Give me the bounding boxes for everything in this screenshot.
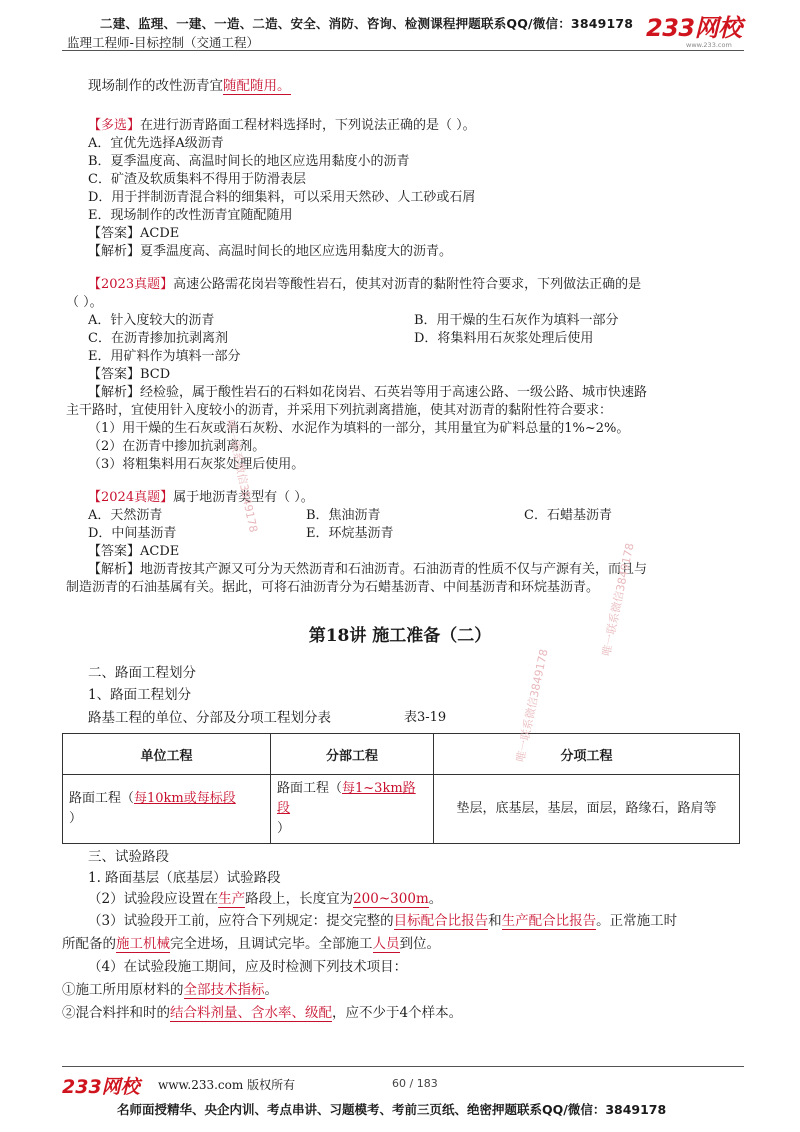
- header-logo: [646, 14, 744, 49]
- q3-option-b: B．焦油沥青: [306, 508, 381, 523]
- intro-line: [88, 77, 291, 95]
- p3l2-a: 所配备的: [62, 936, 116, 952]
- q2-analysis-5: （3）将粗集料用石灰浆处理后使用。: [88, 457, 305, 472]
- p3-e: 。正常施工时: [596, 913, 678, 929]
- p2-d: 200~300m: [353, 891, 429, 907]
- q1-tag: 【多选】: [88, 118, 141, 133]
- watermark-1: 唯一联系微信3849178: [223, 418, 260, 534]
- p3-d: 生产配合比报告: [501, 913, 597, 929]
- q1-option-c: C．矿渣及软质集料不得用于防滑表层: [88, 172, 306, 187]
- q3-answer: 【答案】ACDE: [88, 544, 180, 559]
- q3-option-e: E．环烷基沥青: [306, 526, 394, 541]
- q1-option-a: A．宜优先选择A级沥青: [88, 136, 224, 151]
- q2-option-b: B．用干燥的生石灰作为填料一部分: [414, 313, 619, 328]
- i1-c: 。: [264, 982, 278, 998]
- unit-highlight: 每10km或每标段: [134, 791, 236, 806]
- q2-option-d: D．将集料用石灰浆处理后使用: [414, 331, 594, 346]
- header-logo-url: www.233.com: [686, 41, 732, 49]
- q2-stem-line: [88, 276, 641, 294]
- sub-suffix: ）: [277, 821, 291, 836]
- table-cell-sub: [271, 775, 434, 844]
- q2-analysis-1: 【解析】经检验，属于酸性岩石的石料如花岗岩、石英岩等用于高速公路、一级公路、城市快速路: [88, 385, 648, 400]
- i2-c: ，应不少于4个样本。: [332, 1005, 463, 1021]
- footer-logo: 233网校: [62, 1076, 140, 1098]
- q3-tag: 【2024真题】: [88, 490, 174, 505]
- footer-copyright: www.233.com 版权所有: [158, 1078, 296, 1092]
- q1-stem: 在进行沥青路面工程材料选择时，下列说法正确的是（ ）。: [140, 118, 476, 133]
- q3-analysis-1: 【解析】地沥青按其产源又可分为天然沥青和石油沥青。石油沥青的性质不仅与产源有关，而且与: [88, 562, 648, 577]
- intro-prefix: 现场制作的改性沥青宜: [88, 78, 223, 94]
- q2-analysis-3: （1）用干燥的生石灰或消石灰粉、水泥作为填料的一部分，其用量宜为矿料总量的1%~2%。: [88, 421, 630, 436]
- q2-analysis-4: （2）在沥青中掺加抗剥离剂。: [88, 439, 266, 454]
- header-logo-text: 233网校: [646, 14, 742, 42]
- table-header-unit: 单位工程: [63, 734, 271, 775]
- unit-suffix: ）: [69, 811, 83, 826]
- sub-prefix: 路面工程（: [277, 781, 343, 796]
- q2-option-e: E．用矿料作为填料一部分: [88, 349, 241, 364]
- q3-analysis-2: 制造沥青的石油基属有关。据此，可将石油沥青分为石蜡基沥青、中间基沥青和环烷基沥青。: [66, 580, 600, 595]
- header-divider: [62, 50, 744, 51]
- unit-prefix: 路面工程（: [69, 791, 135, 806]
- table-header-row: [63, 734, 740, 775]
- q3-option-a: A．天然沥青: [88, 508, 163, 523]
- p2-a: （2）试验段应设置在: [88, 891, 219, 907]
- p3l2-d: 人员: [372, 936, 400, 952]
- q1-analysis: 【解析】夏季温度高、高温时间长的地区应选用黏度大的沥青。: [88, 244, 453, 259]
- q2-option-c: C．在沥青掺加抗剥离剂: [88, 331, 228, 346]
- section2-heading: 二、路面工程划分: [88, 665, 196, 681]
- footer-divider: [62, 1066, 744, 1067]
- p3-b: 目标配合比报告: [393, 913, 489, 929]
- q1-option-d: D．用于拌制沥青混合料的细集料，可以采用天然砂、人工砂或石屑: [88, 190, 476, 205]
- table-cell-items: 垫层，底基层，基层，面层，路缘石，路肩等: [434, 775, 740, 844]
- q2-answer: 【答案】BCD: [88, 367, 171, 382]
- q2-analysis-2: 主干路时，宜使用针入度较小的沥青，并采用下列抗剥离措施，使其对沥青的黏附性符合要求：: [66, 403, 613, 418]
- q1-option-e: E．现场制作的改性沥青宜随配随用: [88, 208, 293, 223]
- section3-p3-line2: [62, 935, 440, 953]
- q3-option-d: D．中间基沥青: [88, 526, 177, 541]
- p2-e: 。: [428, 891, 443, 907]
- i1-b: 全部技术指标: [183, 982, 265, 998]
- lecture-title: 第18讲 施工准备（二）: [308, 626, 492, 646]
- watermark-3: 唯一联系微信3849178: [513, 647, 551, 764]
- q2-stem: 高速公路需花岗岩等酸性岩石，使其对沥青的黏附性符合要求，下列做法正确的是: [173, 277, 642, 292]
- section3-item2: [62, 1004, 462, 1022]
- sub-highlight: 每1~3km路段: [277, 781, 416, 816]
- p3l2-b: 施工机械: [116, 936, 170, 952]
- table-caption-number: 表3-19: [404, 710, 447, 725]
- section3-p3: [88, 912, 677, 930]
- q3-stem: 属于地沥青类型有（ ）。: [173, 490, 314, 505]
- q2-tag: 【2023真题】: [88, 277, 174, 292]
- header-subtitle: 监理工程师-目标控制（交通工程）: [67, 35, 260, 50]
- footer-page-number: 60 / 183: [392, 1077, 438, 1090]
- section3-p2: [88, 890, 442, 908]
- table-header-sub: 分部工程: [271, 734, 434, 775]
- p3-c: 和: [488, 913, 502, 929]
- table-cell-unit: [63, 775, 271, 844]
- p2-c: 路段上，长度宜为: [245, 891, 354, 907]
- q1-option-b: B．夏季温度高、高温时间长的地区应选用黏度小的沥青: [88, 154, 410, 169]
- i2-b: 结合料剂量、含水率、级配: [170, 1005, 332, 1021]
- q1-answer: 【答案】ACDE: [88, 226, 180, 241]
- i2-a: ②混合料拌和时的: [62, 1005, 170, 1021]
- p3l2-e: 到位。: [399, 936, 440, 952]
- table-caption: 路基工程的单位、分部及分项工程划分表: [88, 710, 331, 726]
- p2-b: 生产: [218, 891, 246, 907]
- i1-a: ①施工所用原材料的: [62, 982, 184, 998]
- division-table: [62, 733, 740, 844]
- watermark-2: 唯一联系微信3849178: [599, 541, 637, 658]
- q3-option-c: C．石蜡基沥青: [524, 508, 612, 523]
- q2-stem-end: （ ）。: [66, 295, 103, 310]
- q3-stem-line: [88, 489, 314, 507]
- q2-option-a: A．针入度较大的沥青: [88, 313, 215, 328]
- section3-item1: [62, 981, 278, 999]
- intro-highlight: 随配随用。: [223, 78, 291, 94]
- q1-stem-line: [88, 117, 476, 135]
- section3-sub: 1. 路面基层（底基层）试验路段: [88, 870, 281, 886]
- section2-sub: 1、路面工程划分: [88, 687, 192, 703]
- table-row: [63, 775, 740, 844]
- p3-a: （3）试验段开工前，应符合下列规定：提交完整的: [88, 913, 394, 929]
- p3l2-c: 完全进场，且调试完毕。全部施工: [170, 936, 373, 952]
- section3-p4: （4）在试验段施工期间，应及时检测下列技术项目：: [88, 959, 408, 975]
- section3-heading: 三、试验路段: [88, 849, 169, 865]
- header-top-line: 二建、监理、一建、一造、二造、安全、消防、咨询、检测课程押题联系QQ/微信：3849178: [100, 16, 634, 31]
- table-header-item: 分项工程: [434, 734, 740, 775]
- footer-bottom-line: 名师面授精华、央企内训、考点串讲、习题模考、考前三页纸、绝密押题联系QQ/微信：3849178: [117, 1102, 667, 1117]
